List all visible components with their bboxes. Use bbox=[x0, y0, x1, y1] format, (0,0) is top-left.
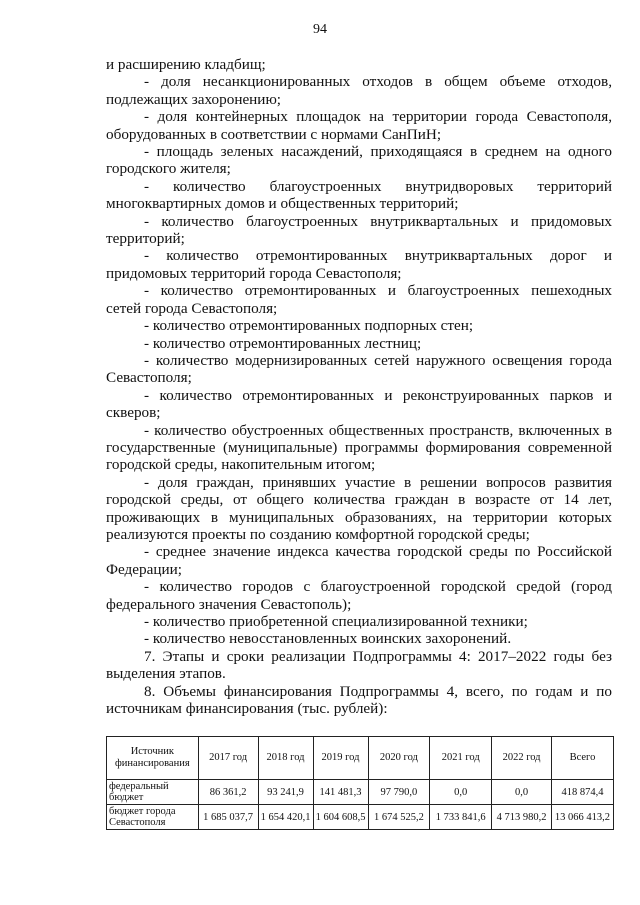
paragraph: - доля несанкционированных отходов в общем объеме отходов, подлежащих захоронению; bbox=[106, 73, 612, 108]
paragraph: - количество невосстановленных воинских захоронений. bbox=[144, 630, 512, 648]
paragraph: 7. Этапы и сроки реализации Подпрограммы 4: 2017–2022 годы без выделения этапов. bbox=[106, 647, 612, 683]
paragraph: - количество обустроенных общественных пространств, включенных в государственные (муниципальные) программы формирования современной городской среды, накопительным итогом; bbox=[106, 421, 612, 474]
table-cell: 1 604 608,5 bbox=[313, 805, 368, 830]
row-label: бюджет города Севастополя bbox=[107, 805, 199, 830]
table-row bbox=[107, 780, 614, 805]
paragraph: - количество отремонтированных внутриквартальных дорог и придомовых территорий города Севастополя; bbox=[106, 247, 612, 282]
paragraph: - количество благоустроенных внутридворовых территорий многоквартирных домов и общественных территорий; bbox=[106, 177, 612, 213]
paragraph: - доля граждан, принявших участие в решении вопросов развития городской среды, от общего количества граждан в возрасте от 14 лет, проживающих в муниципальных образованиях, на территории которых реализуются проекты по созданию комфортной городской среды; bbox=[106, 473, 612, 543]
row-label: федеральный бюджет bbox=[107, 780, 199, 805]
table-cell: 86 361,2 bbox=[198, 780, 258, 805]
paragraph: 8. Объемы финансирования Подпрограммы 4, всего, по годам и по источникам финансирования (тыс. рублей): bbox=[106, 682, 612, 718]
paragraph: - доля контейнерных площадок на территории города Севастополя, оборудованных в соответствии с нормами СанПиН; bbox=[106, 108, 612, 143]
header-2021: 2021 год bbox=[430, 737, 492, 780]
table-cell: 1 733 841,6 bbox=[430, 805, 492, 830]
table-cell: 4 713 980,2 bbox=[492, 805, 552, 830]
header-2018: 2018 год bbox=[258, 737, 313, 780]
page-number: 94 bbox=[313, 22, 327, 37]
table-cell: 0,0 bbox=[492, 780, 552, 805]
paragraph: - количество отремонтированных лестниц; bbox=[144, 334, 422, 352]
paragraph: - количество городов с благоустроенной городской средой (город федерального значения Севастополь); bbox=[106, 578, 612, 613]
paragraph: - количество отремонтированных подпорных стен; bbox=[144, 317, 474, 335]
table-cell: 141 481,3 bbox=[313, 780, 368, 805]
header-2019: 2019 год bbox=[313, 737, 368, 780]
document-body bbox=[106, 56, 612, 717]
table-cell: 0,0 bbox=[430, 780, 492, 805]
table-cell: 418 874,4 bbox=[551, 780, 613, 805]
paragraph: - количество благоустроенных внутриквартальных и придомовых территорий; bbox=[106, 212, 612, 248]
paragraph: - площадь зеленых насаждений, приходящаяся в среднем на одного городского жителя; bbox=[106, 143, 612, 178]
table-cell: 93 241,9 bbox=[258, 780, 313, 805]
paragraph: - количество отремонтированных и реконструированных парков и скверов; bbox=[106, 386, 612, 422]
table-cell: 1 685 037,7 bbox=[198, 805, 258, 830]
table-cell: 1 654 420,1 bbox=[258, 805, 313, 830]
paragraph: - количество приобретенной специализированной техники; bbox=[144, 613, 528, 630]
paragraph: - количество модернизированных сетей наружного освещения города Севастополя; bbox=[106, 351, 612, 387]
header-2020: 2020 год bbox=[368, 737, 430, 780]
paragraph: и расширению кладбищ; bbox=[106, 56, 266, 73]
table-row bbox=[107, 805, 614, 830]
table-cell: 1 674 525,2 bbox=[368, 805, 430, 830]
financing-table bbox=[106, 736, 614, 830]
table-cell: 97 790,0 bbox=[368, 780, 430, 805]
table-header-row bbox=[107, 737, 614, 780]
header-2022: 2022 год bbox=[492, 737, 552, 780]
table-cell: 13 066 413,2 bbox=[551, 805, 613, 830]
paragraph: - количество отремонтированных и благоустроенных пешеходных сетей города Севастополя; bbox=[106, 282, 612, 317]
header-total: Всего bbox=[551, 737, 613, 780]
header-source: Источник финансирования bbox=[107, 737, 199, 780]
paragraph: - среднее значение индекса качества городской среды по Российской Федерации; bbox=[106, 543, 612, 578]
header-2017: 2017 год bbox=[198, 737, 258, 780]
